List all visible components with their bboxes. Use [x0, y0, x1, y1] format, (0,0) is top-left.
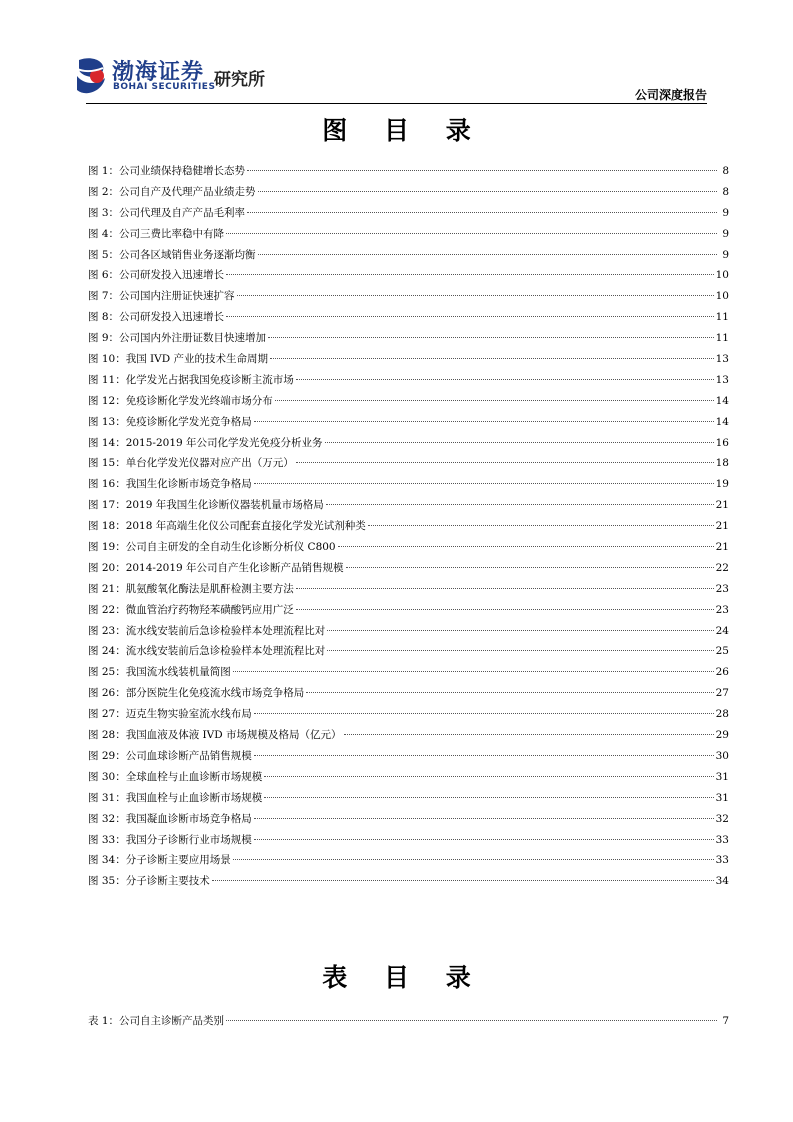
toc-dot-leader [296, 378, 714, 380]
toc-entry-page: 22 [715, 561, 729, 574]
toc-entry[interactable] [88, 664, 729, 685]
toc-dot-leader [254, 754, 714, 756]
toc-entry-page: 8 [722, 185, 729, 198]
toc-entry-page: 11 [715, 332, 729, 345]
toc-entry[interactable] [88, 811, 729, 832]
toc-entry-page: 34 [715, 875, 729, 888]
toc-entry-page: 27 [715, 687, 729, 700]
toc-entry-label: 图 7：公司国内注册证快速扩容 [88, 290, 235, 303]
toc-entry-label: 图 13：免疫诊断化学发光竞争格局 [88, 415, 252, 428]
toc-entry-page: 14 [715, 415, 729, 428]
toc-entry[interactable] [88, 748, 729, 769]
toc-entry[interactable] [88, 832, 729, 853]
figures-section-title: 图 目 录 [322, 116, 485, 145]
toc-entry-label: 图 5：公司各区域销售业务逐渐均衡 [88, 248, 256, 261]
toc-dot-leader [327, 629, 713, 631]
toc-dot-leader [226, 232, 717, 234]
toc-entry-label: 图 2：公司自产及代理产品业绩走势 [88, 185, 256, 198]
tables-list [88, 1013, 729, 1034]
toc-entry-page: 9 [722, 206, 729, 219]
toc-entry-page: 14 [715, 394, 729, 407]
toc-entry[interactable] [88, 539, 729, 560]
toc-entry-label: 图 4：公司三费比率稳中有降 [88, 227, 225, 240]
toc-entry[interactable] [88, 247, 729, 268]
toc-dot-leader [264, 775, 713, 777]
toc-entry[interactable] [88, 518, 729, 539]
toc-entry-label: 图 33：我国分子诊断行业市场规模 [88, 833, 252, 846]
bohai-securities-logo-icon [73, 56, 109, 96]
toc-entry-label: 图 19：公司自主研发的全自动生化诊断分析仪 C800 [88, 541, 336, 554]
toc-entry[interactable] [88, 476, 729, 497]
toc-dot-leader [264, 796, 713, 798]
toc-entry-page: 33 [715, 854, 729, 867]
toc-entry-page: 21 [715, 499, 729, 512]
toc-entry[interactable] [88, 226, 729, 247]
toc-entry-page: 18 [715, 457, 729, 470]
toc-dot-leader [254, 838, 714, 840]
toc-entry-page: 19 [715, 478, 729, 491]
toc-dot-leader [268, 336, 714, 338]
toc-entry[interactable] [88, 205, 729, 226]
toc-entry[interactable] [88, 267, 729, 288]
toc-entry-label: 图 3：公司代理及自产产品毛利率 [88, 206, 246, 219]
toc-entry-label: 图 25：我国流水线装机量简图 [88, 666, 231, 679]
toc-entry[interactable] [88, 560, 729, 581]
toc-entry-label: 图 15：单台化学发光仪器对应产出（万元） [88, 457, 294, 470]
toc-entry-page: 28 [715, 708, 729, 721]
toc-entry-label: 表 1：公司自主诊断产品类别 [88, 1015, 225, 1027]
toc-dot-leader [258, 253, 717, 255]
toc-dot-leader [296, 461, 714, 463]
toc-dot-leader [306, 691, 713, 693]
toc-entry[interactable] [88, 852, 729, 873]
toc-entry-label: 图 16：我国生化诊断市场竞争格局 [88, 478, 252, 491]
toc-dot-leader [327, 649, 713, 651]
toc-entry-label: 图 21：肌氨酸氧化酶法是肌酐检测主要方法 [88, 582, 294, 595]
toc-dot-leader [296, 587, 714, 589]
toc-entry[interactable] [88, 163, 729, 184]
brand-subtitle: 研究所 [214, 70, 265, 90]
toc-entry-label: 图 20：2014-2019 年公司自产生化诊断产品销售规模 [88, 561, 344, 574]
toc-entry-label: 图 28：我国血液及体液 IVD 市场规模及格局（亿元） [88, 729, 342, 742]
toc-entry-page: 13 [715, 353, 729, 366]
toc-entry[interactable] [88, 351, 729, 372]
toc-entry[interactable] [88, 727, 729, 748]
toc-entry[interactable] [88, 790, 729, 811]
toc-entry[interactable] [88, 372, 729, 393]
toc-entry-label: 图 10：我国 IVD 产业的技术生命周期 [88, 353, 269, 366]
report-type-label: 公司深度报告 [634, 88, 707, 102]
toc-entry[interactable] [88, 685, 729, 706]
toc-entry[interactable] [88, 414, 729, 435]
toc-entry-label: 图 11：化学发光占据我国免疫诊断主流市场 [88, 373, 294, 386]
toc-dot-leader [368, 524, 714, 526]
toc-entry-label: 图 12：免疫诊断化学发光终端市场分布 [88, 394, 273, 407]
toc-dot-leader [258, 190, 717, 192]
toc-entry-label: 图 17：2019 年我国生化诊断仪器装机量市场格局 [88, 499, 324, 512]
toc-entry-label: 图 23：流水线安装前后急诊检验样本处理流程比对 [88, 624, 326, 637]
toc-entry-label: 图 30：全球血栓与止血诊断市场规模 [88, 770, 263, 783]
toc-entry-label: 图 27：迈克生物实验室流水线布局 [88, 708, 252, 721]
toc-entry-label: 图 8：公司研发投入迅速增长 [88, 311, 225, 324]
toc-dot-leader [270, 357, 714, 359]
toc-entry-page: 21 [715, 541, 729, 554]
toc-entry-label: 图 29：公司血球诊断产品销售规模 [88, 749, 252, 762]
toc-entry-page: 11 [715, 311, 729, 324]
toc-entry-label: 图 24：流水线安装前后急诊检验样本处理流程比对 [88, 645, 326, 658]
toc-entry-page: 31 [715, 770, 729, 783]
toc-entry-label: 图 35：分子诊断主要技术 [88, 875, 210, 888]
toc-entry-label: 图 6：公司研发投入迅速增长 [88, 269, 225, 282]
toc-entry-page: 23 [715, 582, 729, 595]
toc-entry-page: 9 [722, 227, 729, 240]
brand-name-en: BOHAI SECURITIES [113, 82, 216, 92]
toc-entry[interactable] [88, 330, 729, 351]
toc-entry-page: 25 [715, 645, 729, 658]
toc-dot-leader [226, 315, 714, 317]
toc-dot-leader [275, 399, 714, 401]
toc-entry-page: 31 [715, 791, 729, 804]
toc-entry-page: 33 [715, 833, 729, 846]
brand-name-cn: 渤海证券 [112, 59, 205, 85]
toc-entry[interactable] [88, 602, 729, 623]
toc-entry-page: 8 [722, 165, 729, 177]
toc-entry[interactable] [88, 581, 729, 602]
toc-entry-label: 图 22：微血管治疗药物羟苯磺酸钙应用广泛 [88, 603, 294, 616]
toc-dot-leader [344, 733, 714, 735]
toc-entry-page: 29 [715, 729, 729, 742]
toc-entry-page: 32 [715, 812, 729, 825]
toc-entry[interactable] [88, 643, 729, 664]
toc-entry[interactable] [88, 1013, 729, 1034]
toc-dot-leader [254, 482, 714, 484]
toc-dot-leader [338, 545, 714, 547]
toc-entry-page: 21 [715, 520, 729, 533]
toc-entry[interactable] [88, 769, 729, 790]
toc-entry-page: 9 [722, 248, 729, 261]
toc-entry[interactable] [88, 455, 729, 476]
toc-entry-label: 图 14：2015-2019 年公司化学发光免疫分析业务 [88, 436, 323, 449]
toc-dot-leader [233, 670, 714, 672]
toc-dot-leader [237, 294, 714, 296]
toc-entry-label: 图 9：公司国内外注册证数目快速增加 [88, 332, 267, 345]
toc-dot-leader [326, 503, 714, 505]
toc-dot-leader [226, 273, 714, 275]
toc-entry[interactable] [88, 288, 729, 309]
toc-dot-leader [233, 858, 714, 860]
toc-dot-leader [296, 608, 714, 610]
toc-entry[interactable] [88, 873, 729, 894]
toc-entry-label: 图 1：公司业绩保持稳健增长态势 [88, 165, 246, 177]
toc-entry[interactable] [88, 309, 729, 330]
page-header [0, 0, 793, 110]
toc-entry[interactable] [88, 623, 729, 644]
toc-dot-leader [247, 211, 717, 213]
toc-entry-label: 图 32：我国凝血诊断市场竞争格局 [88, 812, 252, 825]
toc-entry-page: 30 [715, 749, 729, 762]
figures-list [88, 163, 729, 894]
toc-entry-page: 10 [715, 269, 729, 282]
toc-entry-page: 16 [715, 436, 729, 449]
tables-section-title: 表 目 录 [322, 963, 485, 992]
toc-entry-page: 10 [715, 290, 729, 303]
toc-entry-label: 图 31：我国血栓与止血诊断市场规模 [88, 791, 263, 804]
header-divider [86, 103, 707, 104]
toc-entry[interactable] [88, 184, 729, 205]
toc-entry-page: 26 [715, 666, 729, 679]
toc-dot-leader [254, 420, 714, 422]
toc-entry-page: 23 [715, 603, 729, 616]
toc-entry[interactable] [88, 435, 729, 456]
toc-dot-leader [254, 817, 714, 819]
toc-dot-leader [247, 169, 717, 171]
toc-entry[interactable] [88, 706, 729, 727]
toc-entry-label: 图 26：部分医院生化免疫流水线市场竞争格局 [88, 687, 305, 700]
toc-dot-leader [254, 712, 714, 714]
toc-entry-page: 7 [722, 1015, 729, 1027]
toc-dot-leader [226, 1019, 717, 1021]
toc-entry-page: 24 [715, 624, 729, 637]
toc-dot-leader [346, 566, 714, 568]
toc-entry[interactable] [88, 497, 729, 518]
toc-entry-label: 图 34：分子诊断主要应用场景 [88, 854, 231, 867]
toc-dot-leader [325, 441, 714, 443]
toc-entry-label: 图 18：2018 年高端生化仪公司配套直接化学发光试剂种类 [88, 520, 366, 533]
toc-entry[interactable] [88, 393, 729, 414]
toc-dot-leader [212, 879, 714, 881]
toc-entry-page: 13 [715, 373, 729, 386]
